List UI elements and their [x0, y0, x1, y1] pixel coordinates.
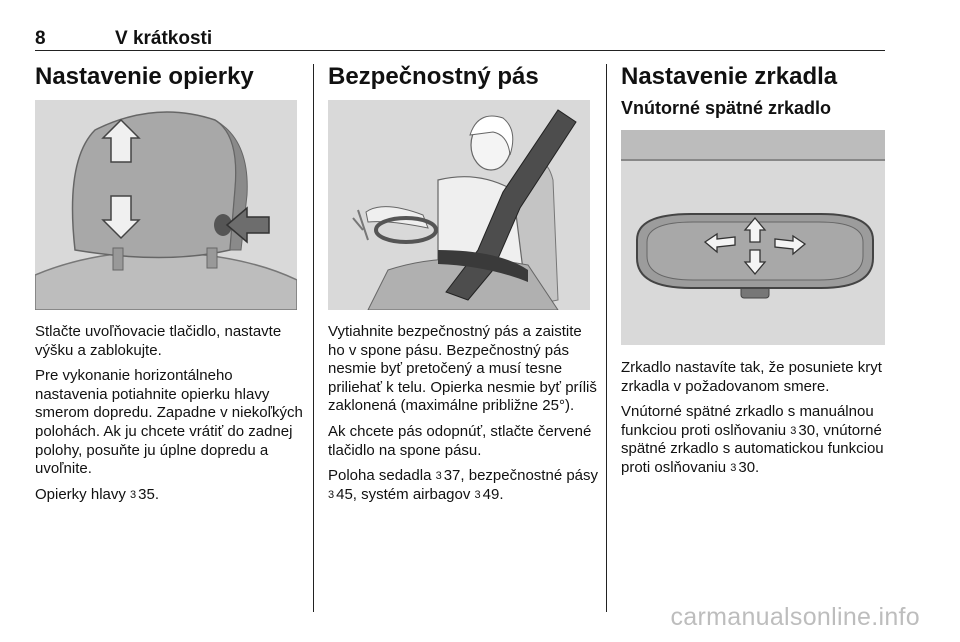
seatbelt-text	[328, 323, 600, 511]
reference-page: 35.	[138, 485, 160, 503]
page-header	[35, 28, 885, 52]
page-reference-arrow-icon: 3	[790, 424, 797, 437]
page-reference-arrow-icon: 3	[730, 461, 737, 474]
column-mirror	[621, 60, 891, 120]
column-divider-1	[313, 64, 314, 612]
page-reference-arrow-icon: 3	[328, 488, 335, 501]
headrest-text	[35, 323, 307, 511]
page-number: 8	[35, 28, 46, 49]
paragraph: Stlačte uvoľňovacie tlačidlo, nastavte výšku a zablokujte.	[35, 323, 282, 359]
section-title-seatbelt: Bezpečnostný pás	[328, 63, 539, 90]
seatbelt-illustration	[328, 100, 590, 310]
running-title: V krátkosti	[115, 28, 213, 49]
mirror-text	[621, 359, 893, 485]
reference-text: Opierky hlavy	[35, 485, 126, 503]
page-reference-arrow-icon: 3	[435, 470, 442, 483]
column-seatbelt	[328, 60, 598, 94]
paragraph: Pre vykonanie horizontálneho nastavenia potiahnite opierku hlavy smerom dopredu. Zapadne v niekoľkých polohách. Ak ju chcete vrátiť do zadnej polohy, posuňte ju úplne dopredu a uvoľnite.	[35, 367, 303, 478]
header-divider	[35, 50, 885, 51]
paragraph: Vytiahnite bezpečnostný pás a zaistite ho v spone pásu. Bezpečnostný pás nesmie byť pretočený a musí tesne priliehať k telu. Opierka nesmie byť príliš zaklonená (maximálne približne 25°).	[328, 323, 597, 415]
page-reference-arrow-icon: 3	[474, 488, 481, 501]
watermark: carmanualsonline.info	[670, 603, 920, 631]
section-subtitle-mirror: Vnútorné spätné zrkadlo	[621, 98, 832, 118]
section-title-headrest: Nastavenie opierky	[35, 63, 254, 90]
page-reference-arrow-icon: 3	[130, 488, 137, 501]
reference-line	[35, 486, 307, 505]
paragraph: Zrkadlo nastavíte tak, že posuniete kryt zrkadla v požadovanom smere.	[621, 359, 882, 395]
mirror-illustration	[621, 130, 885, 345]
column-divider-2	[606, 64, 607, 612]
paragraph: Ak chcete pás odopnúť, stlačte červené tlačidlo na spone pásu.	[328, 422, 592, 459]
reference-paragraph: Poloha sedadla 3 37, bezpečnostné pásy 3 45, systém airbagov 3 49.	[328, 467, 599, 503]
headrest-illustration	[35, 100, 297, 310]
section-title-mirror: Nastavenie zrkadla	[621, 63, 838, 90]
reference-paragraph: Vnútorné spätné zrkadlo s manuálnou funkciou proti oslňovaniu 3 30, vnútorné spätné zrkadlo s automatickou funkciou proti oslňovaniu 3 30.	[621, 403, 884, 476]
